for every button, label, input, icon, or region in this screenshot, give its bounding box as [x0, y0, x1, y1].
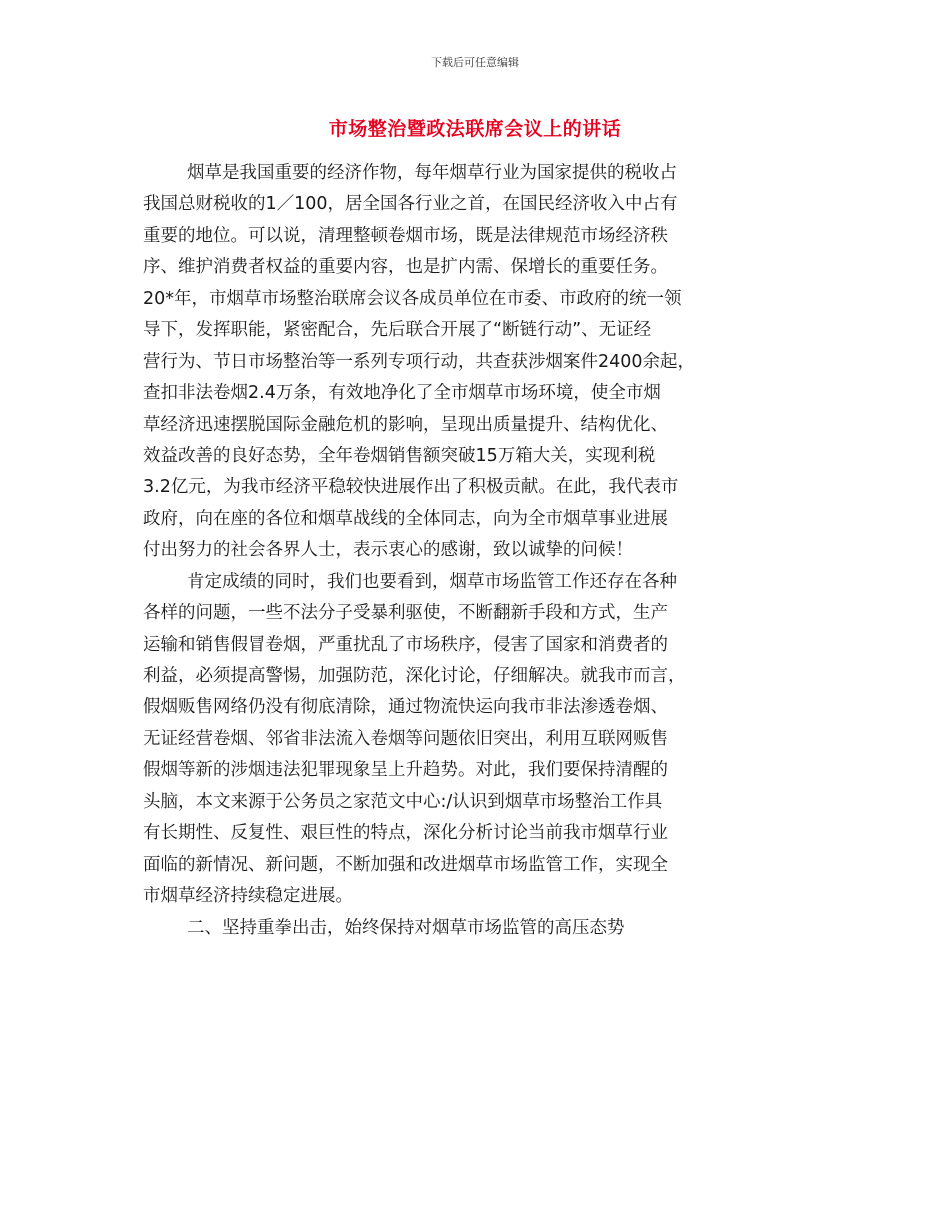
paragraph-line: 二、坚持重拳出击，始终保持对烟草市场监管的高压态势: [187, 917, 625, 938]
paragraph-line: 3.2亿元，为我市经济平稳较快进展作出了积极贡献。在此，我代表市: [143, 477, 679, 498]
paragraph: [143, 158, 813, 567]
paragraph-line: 有长期性、反复性、艰巨性的特点，深化分析讨论当前我市烟草行业: [143, 823, 668, 844]
paragraph-line: 头脑，本文来源于公务员之家范文中心:/认识到烟草市场整治工作具: [143, 791, 663, 812]
paragraph-line: 重要的地位。可以说，清理整顿卷烟市场，既是法律规范市场经济秩: [143, 225, 668, 246]
paragraph-line: 20*年，市烟草市场整治联席会议各成员单位在市委、市政府的统一领: [143, 288, 682, 309]
paragraph-line: 肯定成绩的同时，我们也要看到，烟草市场监管工作还存在各种: [187, 571, 677, 592]
paragraph-line: 运输和销售假冒卷烟，严重扰乱了市场秩序，侵害了国家和消费者的: [143, 634, 668, 655]
header-note: 下载后可任意编辑: [431, 56, 519, 69]
paragraph-line: 序、维护消费者权益的重要内容，也是扩内需、保增长的重要任务。: [143, 257, 668, 278]
paragraph-line: 面临的新情况、新问题，不断加强和改进烟草市场监管工作，实现全: [143, 854, 668, 875]
paragraph: [143, 913, 813, 944]
paragraph-line: 各样的问题，一些不法分子受暴利驱使，不断翻新手段和方式，生产: [143, 603, 668, 624]
document-body: [143, 158, 813, 944]
document-title: 市场整治暨政法联席会议上的讲话: [328, 118, 622, 140]
paragraph-line: 营行为、节日市场整治等一系列专项行动，共查获涉烟案件2400余起，: [143, 351, 696, 372]
paragraph-line: 付出努力的社会各界人士，表示衷心的感谢，致以诚挚的问候！: [143, 540, 633, 561]
paragraph-line: 查扣非法卷烟2.4万条，有效地净化了全市烟草市场环境，使全市烟: [143, 383, 661, 404]
paragraph-line: 无证经营卷烟、邻省非法流入卷烟等问题依旧突出，利用互联网贩售: [143, 728, 668, 749]
paragraph-line: 烟草是我国重要的经济作物，每年烟草行业为国家提供的税收占: [187, 163, 677, 183]
paragraph-line: 假烟贩售网络仍没有彻底清除，通过物流快运向我市非法渗透卷烟、: [143, 697, 668, 718]
paragraph-line: 市烟草经济持续稳定进展。: [143, 886, 353, 907]
paragraph: [143, 567, 813, 913]
paragraph-line: 我国总财税收的1／100，居全国各行业之首，在国民经济收入中占有: [143, 194, 678, 215]
paragraph-line: 政府，向在座的各位和烟草战线的全体同志，向为全市烟草事业进展: [143, 508, 668, 529]
paragraph-line: 导下，发挥职能，紧密配合，先后联合开展了“断链行动”、无证经: [143, 320, 652, 341]
paragraph-line: 假烟等新的涉烟违法犯罪现象呈上升趋势。对此，我们要保持清醒的: [143, 760, 668, 781]
paragraph-line: 效益改善的良好态势，全年卷烟销售额突破15万箱大关，实现利税: [143, 445, 656, 466]
paragraph-line: 草经济迅速摆脱国际金融危机的影响，呈现出质量提升、结构优化、: [143, 414, 668, 435]
paragraph-line: 利益，必须提高警惕，加强防范，深化讨论，仔细解决。就我市而言，: [143, 666, 686, 686]
